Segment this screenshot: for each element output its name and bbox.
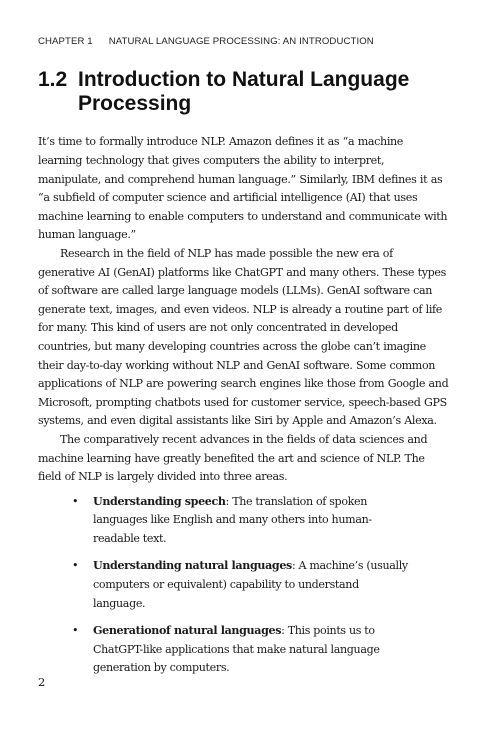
bullet-term: Understanding speech — [93, 494, 226, 508]
section-heading — [38, 68, 450, 116]
bullet-term: Generationof natural languages — [93, 624, 282, 638]
paragraph: The comparatively recent advances in the fields of data sciences and machine learning have greatly benefited the art and science of NLP. The field of NLP is largely divided into three areas. — [38, 432, 428, 484]
section-number: 1.2 — [38, 68, 68, 91]
bullet-term: Understanding natural languages — [93, 559, 292, 573]
page — [38, 36, 450, 687]
running-head-chapter: CHAPTER 1 — [38, 36, 93, 47]
bullet-text: : A machine’s (usually computers or equivalent) capability to understand language. — [93, 559, 408, 610]
bullet-item — [38, 622, 450, 678]
page-number: 2 — [38, 675, 46, 689]
bullet-text: : The translation of spoken languages like English and many others into human-readable text. — [93, 494, 372, 545]
section-title: Introduction to Natural Language Processing — [78, 68, 410, 115]
bullet-item — [38, 557, 450, 613]
bullet-icon: • — [72, 624, 79, 638]
bullet-item — [38, 493, 450, 549]
paragraph: Research in the field of NLP has made possible the new era of generative AI (GenAI) platforms like ChatGPT and many others. These types of software are called large language models (LLMs). GenAI software can generate text, images, and even videos. NLP is already a routine part of life for many. This kind of users are not only concentrated in developed countries, but many developing countries across the globe can’t imagine their day-to-day working without NLP and GenAI software. Some common applications of NLP are powering search engines like those from Google and Microsoft, prompting chatbots used for customer service, speech-based GPS systems, and even digital assistants like Siri by Apple and Amazon’s Alexa. — [38, 246, 449, 428]
body-text — [38, 133, 450, 486]
paragraph: It’s time to formally introduce NLP. Amazon defines it as “a machine learning technology that gives computers the ability to interpret, manipulate, and comprehend human language.” Similarly, IBM defines it as “a subfield of computer science and artificial intelligence (AI) that uses machine learning to enable computers to understand and communicate with human language.” — [38, 135, 448, 242]
running-head — [38, 36, 450, 47]
bullet-icon: • — [72, 494, 79, 508]
running-head-title: NATURAL LANGUAGE PROCESSING: AN INTRODUCTION — [108, 36, 374, 47]
bullet-list — [38, 493, 450, 678]
bullet-icon: • — [72, 559, 79, 573]
bullet-text: : This points us to ChatGPT-like applications that make natural language generation by computers. — [93, 624, 380, 675]
